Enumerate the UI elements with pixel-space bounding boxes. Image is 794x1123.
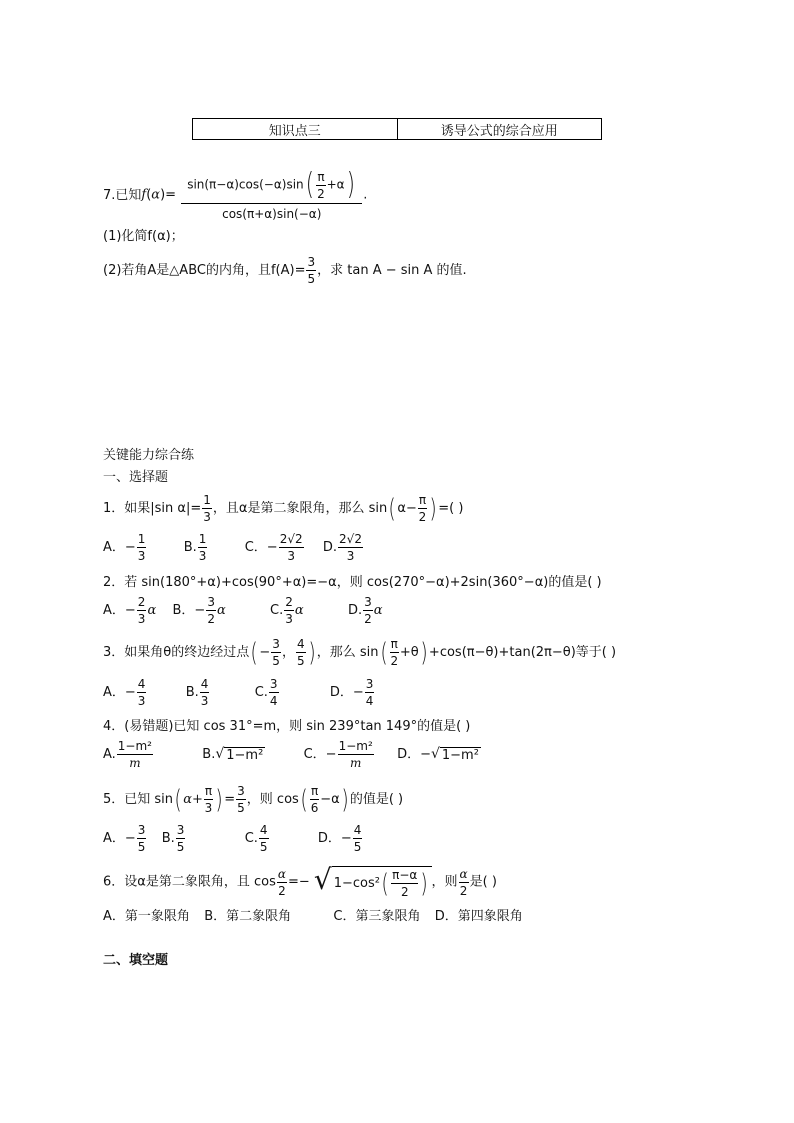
q6-r-num: π−α [392, 868, 418, 882]
q4-opt-c-num: 1−m² [338, 739, 373, 753]
q1-opt-d-num: 2√2 [339, 532, 362, 546]
q3-p-comma: ， [281, 645, 295, 660]
q3-option-a[interactable] [103, 677, 147, 708]
q7-period: . [363, 187, 368, 203]
q3-option-d[interactable] [329, 677, 376, 708]
q6-stem-b: ，则 [431, 874, 458, 890]
q6-eq: =− [287, 874, 310, 890]
q3-opt-b-label: B. [185, 685, 199, 700]
q7-part2 [103, 256, 467, 285]
q1-frac-num: 1 [203, 493, 211, 507]
q2-opt-b-tail: α [216, 603, 226, 618]
q7-f: f [141, 187, 147, 203]
q4-option-d[interactable]: D．− √ 1−m² [397, 746, 479, 763]
q5-opt-b-den: 5 [176, 840, 185, 854]
q2-opt-d-label: D. [347, 603, 363, 618]
q1-option-b[interactable] [183, 532, 209, 563]
q1-opt-c-num: 2√2 [279, 532, 303, 546]
q5-a-pi: π [204, 784, 213, 798]
q5-option-c[interactable] [244, 823, 270, 854]
q5-opt-d-num: 4 [353, 823, 362, 837]
q7-part2-a: (2)若角A是△ABC的内角，且f(A)= [103, 263, 306, 278]
q3-s-pi: π [390, 637, 398, 651]
q5-opt-b-label: B. [161, 831, 175, 846]
topic-label: 知识点三 [268, 123, 321, 139]
q3-stem-b: ，那么 sin [316, 645, 379, 660]
q7-part2-den: 5 [307, 272, 316, 286]
q5-b-pi: π [310, 784, 319, 798]
q6-rad-a: 1−cos² [333, 876, 380, 891]
q1-option-d[interactable] [322, 532, 364, 563]
q5-option-a[interactable] [103, 823, 147, 854]
q1-opt-d-den: 3 [346, 549, 355, 563]
q2-opt-c-num: 2 [285, 595, 293, 609]
q6-c-num: α [277, 866, 286, 881]
q1-opt-a-num: 1 [137, 532, 146, 546]
q6-t-num: α [459, 866, 468, 881]
q2-opt-c-label: C. [270, 603, 284, 618]
q5-a-three: 3 [204, 801, 213, 815]
q6-option-d[interactable]: D．第四象限角 [434, 909, 523, 924]
q1-opt-a-den: 3 [137, 549, 146, 563]
q6-stem [103, 863, 497, 899]
q1-pi: π [418, 493, 427, 507]
q3-option-c[interactable] [254, 677, 280, 708]
q6-option-a[interactable]: A．第一象限角 [103, 909, 190, 924]
q1-opt-c-den: 3 [287, 549, 295, 563]
q5-opt-a-num: 3 [137, 823, 146, 837]
q6-options [103, 910, 523, 923]
q3-opt-d-num: 3 [365, 677, 374, 691]
q4-opt-d-rad: 1−m² [441, 748, 479, 763]
q3-p-neg: − [259, 645, 271, 660]
q7-denominator: cos(π+α)sin(−α) [222, 207, 322, 221]
q5-stem-b: ，则 cos [246, 792, 299, 807]
q1-stem-a: 1．如果|sin α|= [103, 501, 202, 516]
section-title: 关键能力综合练 [103, 448, 195, 463]
q3-opt-c-label: C. [254, 685, 268, 700]
q7-definition: 7.已知f(α)= sin(π−α)cos(−α)sin( $\frac{\pi}{2}$ +α) cos(π+α)sin(−α) . [103, 167, 368, 221]
q4-option-c[interactable] [303, 739, 375, 770]
q2-opt-a-num: 2 [137, 595, 146, 609]
q6-c-den: 2 [278, 883, 286, 898]
q2-opt-a-den: 3 [137, 612, 146, 626]
q2-opt-c-den: 3 [285, 612, 293, 626]
q5-opt-c-den: 5 [259, 840, 268, 854]
q1-two: 2 [418, 510, 427, 524]
q3-opt-b-num: 4 [200, 677, 209, 691]
q5-stem-c: 的值是( ) [349, 792, 404, 807]
q3-p-num1: 3 [272, 637, 280, 651]
q3-p-num2: 4 [296, 637, 305, 651]
q2-opt-d-tail: α [373, 603, 383, 618]
q4-option-b[interactable]: B. √ 1−m² [202, 746, 264, 763]
q3-opt-a-den: 3 [137, 694, 146, 708]
q3-option-b[interactable] [185, 677, 211, 708]
q6-stem-a: 6．设α是第二象限角，且 cos [103, 874, 276, 890]
q4-opt-d-label: D．− [397, 747, 431, 762]
q4-opt-c-label: C．− [303, 747, 337, 762]
q5-a-alpha: α+ [183, 792, 203, 807]
q7-numerator: sin(π−α)cos(−α)sin [187, 177, 304, 192]
q2-opt-a-tail: α [147, 603, 157, 618]
q5-options [103, 824, 363, 853]
q5-opt-c-label: C. [244, 831, 258, 846]
q1-options [103, 533, 364, 562]
q7-plus-alpha: +α [326, 177, 345, 192]
q4-option-a[interactable] [103, 739, 154, 770]
topic-title: 诱导公式的综合应用 [397, 119, 602, 139]
q7-eq: )= [160, 187, 177, 203]
q2-opt-b-num: 3 [207, 595, 215, 609]
q4-opt-b-rad: 1−m² [226, 748, 264, 763]
q4-opt-c-den: m [349, 756, 362, 770]
q5-opt-d-label: D．− [317, 831, 352, 846]
q3-stem-a: 3．如果角θ的终边经过点 [103, 645, 250, 660]
q5-opt-c-num: 4 [259, 823, 268, 837]
q7-part2-b: ，求 tan A − sin A 的值. [317, 263, 467, 278]
q5-stem-a: 5．已知 sin [103, 792, 174, 807]
q7-part1: (1)化简f(α)； [103, 229, 184, 244]
q4-options [103, 740, 481, 769]
q1-stem: 1．如果|sin α|= $\frac{1}{3}$ ，且α是第二象限角，那么 sin( α− $\frac{\pi}{2}$ ) =( ) [103, 493, 464, 524]
q7-part2-num: 3 [307, 255, 316, 269]
q1-frac-den: 3 [203, 510, 211, 524]
q2-opt-c-tail: α [294, 603, 304, 618]
q2-option-b[interactable] [172, 595, 226, 626]
q2-opt-d-num: 3 [364, 595, 372, 609]
q5-opt-d-den: 5 [353, 840, 362, 854]
q3-options [103, 678, 375, 707]
q7-alpha: α [151, 187, 161, 203]
q2-option-d[interactable] [347, 595, 383, 626]
q4-opt-a-label: A. [103, 747, 116, 762]
q7-fraction: sin(π−α)cos(−α)sin( $\frac{\pi}{2}$ +α) cos(π+α)sin(−α) [181, 170, 362, 220]
q1-opt-d-label: D. [322, 540, 338, 555]
q7-prefix: 7.已知 [103, 187, 142, 203]
q6-t-den: 2 [459, 883, 468, 898]
q5-v-den: 5 [237, 801, 245, 815]
q1-option-c[interactable] [244, 532, 305, 563]
q3-opt-a-num: 4 [137, 677, 146, 691]
q1-stem-d: =( ) [438, 501, 464, 516]
q2-opt-a-label: A．− [103, 603, 136, 618]
q1-opt-c-label: C．− [244, 540, 278, 555]
q2-option-c[interactable] [270, 595, 304, 626]
q5-eq: = [224, 792, 236, 807]
q3-stem-c: +cos(π−θ)+tan(2π−θ)等于( ) [428, 645, 617, 660]
q5-opt-b-num: 3 [176, 823, 185, 837]
q6-option-b[interactable]: B．第二象限角 [204, 909, 292, 924]
q3-s-two: 2 [390, 654, 399, 668]
q2-stem: 2．若 sin(180°+α)+cos(90°+α)=−α，则 cos(270°−α)+2sin(360°−α)的值是( ) [103, 575, 602, 590]
q6-radical: √ 1−cos²( $\frac{\pi-\alpha}{2}$ ) [314, 866, 432, 898]
q5-v-num: 3 [237, 784, 245, 798]
q5-option-b[interactable] [161, 823, 187, 854]
q3-opt-d-den: 4 [365, 694, 374, 708]
q3-opt-b-den: 3 [200, 694, 209, 708]
q1-opt-b-label: B. [183, 540, 197, 555]
q3-opt-d-label: D．− [329, 685, 364, 700]
q3-s-plus: +θ [399, 645, 419, 660]
section-choice: 一、选择题 [103, 470, 169, 485]
q5-stem: 5．已知 sin( α+ $\frac{\pi}{3}$ ) = $\frac{3}{5}$ ，则 cos( $\frac{\pi}{6}$ −α) 的值是( ) [103, 784, 404, 815]
q2-option-a[interactable] [103, 595, 157, 626]
q4-opt-b-label: B. [202, 747, 216, 762]
q3-opt-c-den: 4 [269, 694, 278, 708]
q4-opt-a-den: m [129, 756, 141, 770]
q5-option-d[interactable] [317, 823, 364, 854]
q2-opt-b-label: B．− [172, 603, 206, 618]
q7-two: 2 [317, 186, 325, 201]
section-fill: 二、填空题 [103, 953, 169, 968]
q1-opt-b-num: 1 [198, 532, 207, 546]
q3-opt-c-num: 3 [269, 677, 278, 691]
q2-opt-d-den: 2 [364, 612, 372, 626]
q1-stem-b: ，且α是第二象限角，那么 sin [212, 501, 388, 516]
q2-options [103, 596, 383, 625]
q2-opt-b-den: 2 [207, 612, 215, 626]
q3-stem: 3．如果角θ的终边经过点( − $\frac{3}{5}$ ， $\frac{4}{5}$ ) ，那么 sin( $\frac{\pi}{2}$ +θ) +cos(π−θ)+tan(2π−θ)等于( ) [103, 637, 617, 668]
topic-table [192, 118, 602, 140]
q6-r-den: 2 [400, 885, 409, 899]
q1-option-a[interactable] [103, 532, 147, 563]
q1-opt-b-den: 3 [198, 549, 207, 563]
q7-pi: π [317, 169, 325, 184]
q3-p-den1: 5 [272, 654, 280, 668]
q1-stem-c: α− [397, 501, 417, 516]
q3-p-den2: 5 [296, 654, 305, 668]
q1-opt-a-label: A．− [103, 540, 136, 555]
q5-opt-a-label: A．− [103, 831, 136, 846]
q5-b-minus: −α [320, 792, 340, 807]
q5-b-six: 6 [310, 801, 319, 815]
q3-opt-a-label: A．− [103, 685, 136, 700]
q6-stem-c: 是( ) [469, 874, 497, 890]
q4-stem: 4．(易错题)已知 cos 31°=m，则 sin 239°tan 149°的值是( ) [103, 719, 471, 734]
q6-option-c[interactable]: C．第三象限角 [333, 909, 421, 924]
q5-opt-a-den: 5 [137, 840, 146, 854]
q4-opt-a-num: 1−m² [117, 739, 152, 753]
